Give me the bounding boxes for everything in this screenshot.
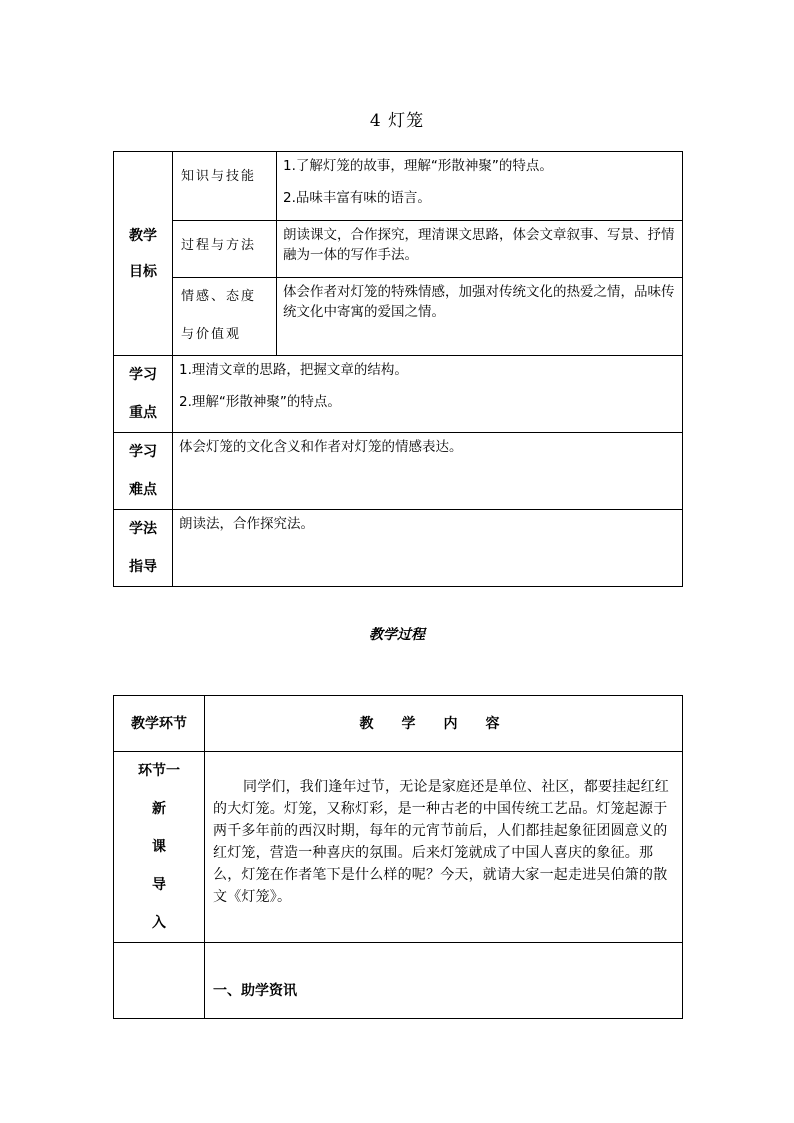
objectives-table bbox=[113, 151, 683, 587]
stage2-label bbox=[114, 943, 205, 1019]
goal-label-cell bbox=[114, 152, 173, 356]
stage1-intro-text: 同学们，我们逢年过节，无论是家庭还是单位、社区，都要挂起红红的大灯笼。灯笼，又称灯彩，是一种古老的中国传统工艺品。灯笼起源于两千多年前的西汉时期，每年的元宵节前后，人们都挂起象征团圆意义的红灯笼，营造一种喜庆的氛围。后来灯笼就成了中国人喜庆的象征。那么，灯笼在作者笔下是什么样的呢？今天，就请大家一起走进吴伯箫的散文《灯笼》。 bbox=[205, 752, 683, 943]
section-heading: 一、助学资讯 bbox=[205, 943, 683, 1019]
goal-label-line1: 教学 bbox=[129, 227, 157, 244]
difficulties-content: 体会灯笼的文化含义和作者对灯笼的情感表达。 bbox=[173, 433, 683, 510]
objective-values-content: 体会作者对灯笼的特殊情感，加强对传统文化的热爱之情，品味传统文化中寄寓的爱国之情。 bbox=[277, 278, 683, 356]
guidance-label: 学法 指导 bbox=[114, 510, 173, 587]
page-title: 4 灯笼 bbox=[369, 111, 425, 131]
sub-category-knowledge: 知识与技能 bbox=[173, 152, 277, 221]
guidance-content: 朗读法，合作探究法。 bbox=[173, 510, 683, 587]
process-title: 教学过程 bbox=[369, 627, 425, 643]
header-content: 教学内容 bbox=[205, 696, 683, 752]
sub-category-process: 过程与方法 bbox=[173, 221, 277, 278]
header-stage: 教学环节 bbox=[114, 696, 205, 752]
objective-process-content: 朗读课文，合作探究，理清课文思路，体会文章叙事、写景、抒情融为一体的写作手法。 bbox=[277, 221, 683, 278]
goal-label-line2: 目标 bbox=[129, 263, 157, 280]
objective-knowledge-content: 1.了解灯笼的故事，理解“形散神聚”的特点。 2.品味丰富有味的语言。 bbox=[277, 152, 683, 221]
difficulties-label: 学习 难点 bbox=[114, 433, 173, 510]
key-points-label: 学习 重点 bbox=[114, 356, 173, 433]
sub-category-values: 情感、态度 与价值观 bbox=[173, 278, 277, 356]
process-table bbox=[113, 695, 683, 1019]
key-points-content: 1.理清文章的思路，把握文章的结构。 2.理解“形散神聚”的特点。 bbox=[173, 356, 683, 433]
stage1-label: 环节一 新 课 导 入 bbox=[114, 752, 205, 943]
